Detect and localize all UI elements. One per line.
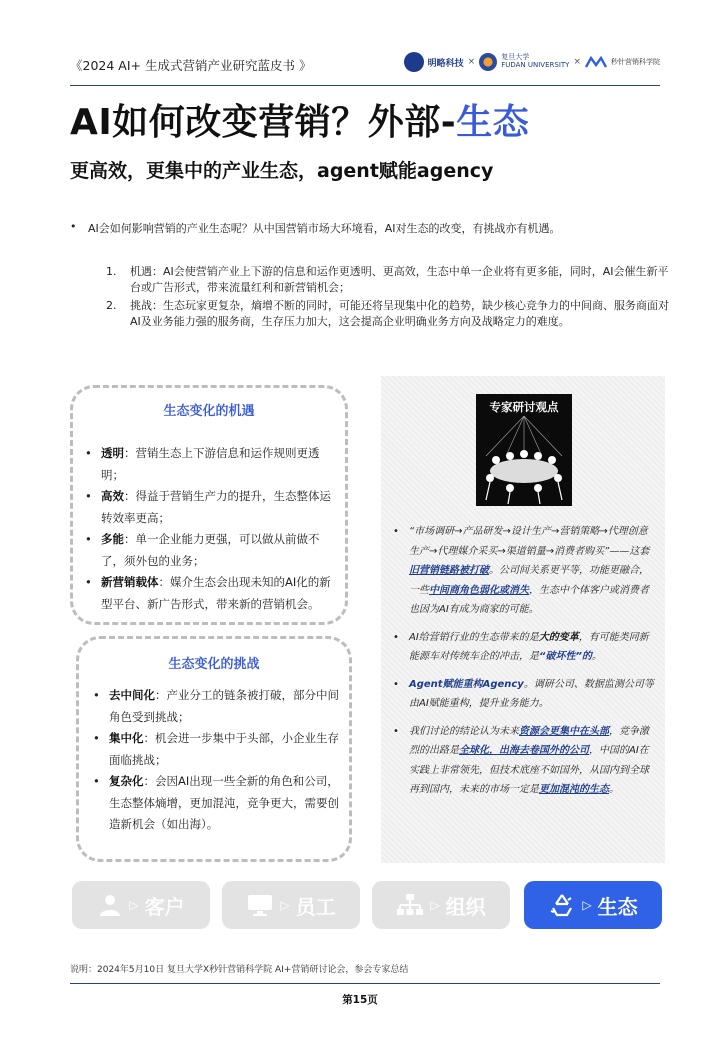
tab-label: 生态 [597, 894, 638, 919]
item-sep: ： [124, 489, 136, 503]
point-text: ，中国的AI在实践上非常领先，但技术底座不如国外，从国内到全球再到国内，未来的市场一定是 [409, 745, 649, 795]
chevron-right-icon: ▷ [430, 898, 440, 912]
list-item [91, 771, 343, 836]
challenge-list [91, 685, 343, 836]
expert-panel [381, 376, 665, 863]
point-highlight: 旧营销链路被打破 [409, 565, 489, 576]
chevron-right-icon: ▷ [280, 898, 290, 912]
item-text: 媒介生态会出现未知的AI化的新型平台、新广告形式，带来新的营销机会。 [101, 575, 331, 611]
item-text: 产业分工的链条被打破，部分中间角色受到挑战； [109, 688, 339, 724]
miaozhen-logo-text: 秒针营销科学院 [611, 58, 660, 66]
list-item [106, 264, 676, 296]
opportunity-title: 生态变化的机遇 [163, 404, 255, 419]
list-item [391, 522, 655, 620]
opportunity-box [70, 385, 348, 625]
item-term: 去中间化 [109, 688, 155, 702]
item-term: 复杂化 [109, 774, 144, 788]
point-text: 。 [609, 784, 619, 795]
item-sep: ： [158, 575, 170, 589]
point-text: 。 [591, 651, 602, 662]
tab-organization[interactable] [372, 881, 510, 929]
list-item [83, 572, 341, 615]
point-text: 我们讨论的结论认为未来 [409, 725, 519, 737]
item-sep: ： [124, 532, 136, 546]
challenge-title: 生态变化的挑战 [168, 657, 260, 672]
report-title: 《2024 AI+ 生成式营销产业研究蓝皮书 》 [70, 58, 312, 73]
item-term: 集中化 [109, 731, 144, 745]
list-number: 1. [106, 265, 117, 278]
tab-employee[interactable] [222, 881, 360, 929]
logo-separator: × [467, 57, 476, 67]
list-item [83, 486, 341, 529]
point-text: 。公司间关系更平等，功能更融合，一些 [409, 565, 649, 596]
challenge-box [76, 636, 352, 862]
list-item [83, 529, 341, 572]
point-highlight: 全球化，出海去卷国外的公司 [459, 745, 589, 756]
item-sep: ： [124, 446, 136, 460]
footer-divider [70, 983, 660, 984]
page-title-accent: 生态 [456, 102, 530, 143]
page-number: 第15页 [342, 994, 378, 1006]
point-text: 。调研公司、数据监测公司等由AI赋能重构，提升业务能力。 [409, 678, 654, 709]
point-highlight: 中间商角色弱化或消失 [429, 584, 529, 596]
list-number: 2. [106, 299, 117, 312]
list-item [106, 298, 676, 330]
item-text: 机会进一步集中于头部，小企业生存面临挑战； [109, 731, 339, 767]
logo-separator: × [573, 57, 581, 67]
tab-label: 员工 [295, 894, 336, 919]
point-text: AI给营销行业的生态带来的是 [409, 631, 539, 643]
item-term: 新营销载体 [101, 575, 159, 589]
item-text: 会因AI出现一些全新的角色和公司，生态整体熵增，更加混沌，竞争更大，需要创造新机会（如出海）。 [109, 774, 339, 831]
list-text: 挑战：生态玩家更复杂，熵增不断的同时，可能还将呈现集中化的趋势，缺少核心竞争力的中间商、服务商面对AI及业务能力强的服务商，生存压力加大，这会提高企业明确业务方向及战略定力的难度。 [130, 299, 669, 328]
expert-title: 专家研讨观点 [489, 400, 559, 414]
point-highlight: 更加混沌的生态 [539, 784, 609, 795]
section-tabs [72, 881, 662, 929]
list-item [91, 728, 343, 771]
numbered-list [106, 264, 676, 332]
list-item [391, 628, 655, 667]
list-text: 机遇：AI会使营销产业上下游的信息和运作更透明、更高效，生态中单一企业将有更多能，同时，AI会催生新平台或广告形式，带来流量红利和新营销机会； [130, 265, 669, 294]
list-item [83, 443, 341, 486]
fudan-seal-icon [479, 53, 497, 71]
point-highlight: “破坏性”的 [539, 651, 592, 662]
point-highlight: Agent赋能重构Agency [409, 678, 524, 690]
partner-logos [404, 52, 660, 72]
point-text: ，竞争激烈的出路是 [409, 725, 649, 756]
list-item [391, 675, 655, 714]
item-sep: ： [143, 731, 155, 745]
fudan-logo-text [501, 54, 569, 69]
item-term: 高效 [101, 489, 124, 503]
intro-text: AI会如何影响营销的产业生态呢？从中国营销市场大环境看，AI对生态的改变，有挑战亦有机遇。 [88, 222, 561, 235]
list-item [391, 722, 655, 800]
tab-label: 客户 [144, 894, 185, 919]
point-text: “市场调研→产品研发→设计生产→营销策略→代理创意生产→代理媒介采买→渠道销量→消费者购买”——这套 [409, 526, 650, 557]
item-text: 得益于营销生产力的提升，生态整体运转效率更高； [101, 489, 331, 525]
expert-points [391, 522, 655, 808]
round-table-illustration-icon [476, 416, 572, 506]
intro-bullet: • [70, 220, 77, 233]
tab-ecosystem[interactable] [524, 881, 662, 929]
item-term: 多能 [101, 532, 124, 546]
point-highlight: 资源会更集中在头部 [519, 725, 609, 737]
point-text: ，有可能类同新能源车对传统车企的冲击，是 [409, 631, 649, 662]
chevron-right-icon: ▷ [582, 898, 592, 912]
list-item [91, 685, 343, 728]
employee-icon [246, 892, 274, 918]
tab-label: 组织 [445, 894, 486, 919]
mininglamp-logo-text: 明略科技 [427, 58, 464, 69]
page-title [70, 94, 529, 145]
chevron-right-icon: ▷ [129, 898, 139, 912]
page-subtitle: 更高效，更集中的产业生态，agent赋能agency [70, 160, 494, 182]
item-sep: ： [143, 774, 155, 788]
ecosystem-icon [548, 892, 576, 918]
expert-discussion-image [476, 394, 572, 506]
tab-customer[interactable] [72, 881, 210, 929]
customer-icon [97, 892, 123, 918]
fudan-name: 复旦大学 [501, 53, 530, 62]
item-term: 透明 [101, 446, 124, 460]
organization-icon [396, 892, 424, 918]
item-text: 单一企业能力更强，可以做从前做不了，须外包的业务； [101, 532, 320, 568]
item-sep: ： [155, 688, 167, 702]
page-title-main: AI如何改变营销？外部- [70, 102, 457, 143]
fudan-english: FUDAN UNIVERSITY [501, 61, 570, 69]
opportunity-list [83, 443, 341, 615]
item-text: 营销生态上下游信息和运作规则更透明； [101, 446, 320, 482]
point-text: ，生态中个体客户或消费者也因为AI有成为商家的可能。 [409, 584, 649, 615]
page-header [70, 53, 660, 86]
point-highlight: 大的变革 [538, 631, 579, 643]
miaozhen-logo-icon [585, 56, 607, 68]
source-note: 说明：2024年5月10日 复旦大学X秒针营销科学院 AI+营销研讨论会，参会专家总结 [70, 965, 409, 975]
mininglamp-logo-icon [404, 52, 424, 72]
